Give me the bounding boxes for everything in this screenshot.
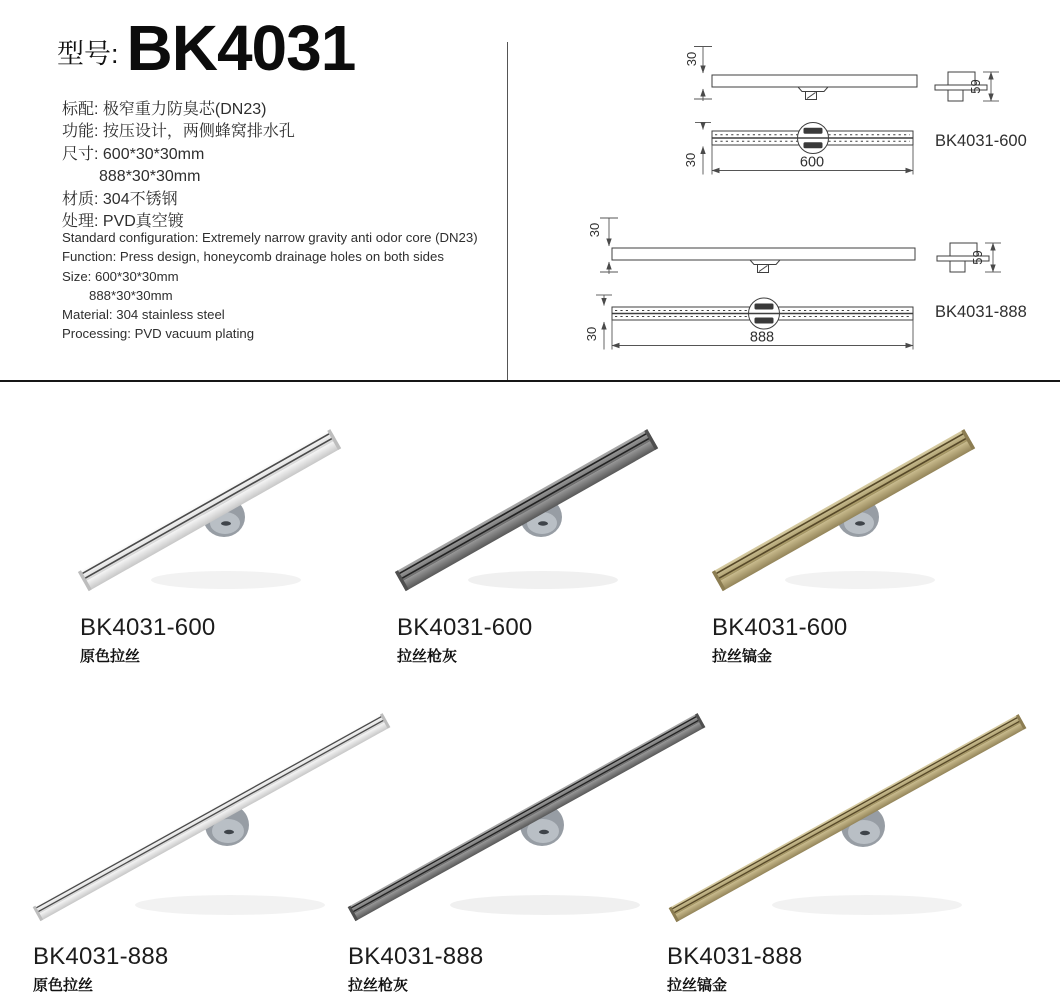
spec-line: Material: 304 stainless steel xyxy=(62,307,225,323)
spec-line: 888*30*30mm xyxy=(99,168,201,186)
dim-plan-width-888: 30 xyxy=(584,326,599,342)
product-photo xyxy=(365,418,685,613)
vertical-divider xyxy=(507,42,508,381)
model-label: 型号: xyxy=(57,39,119,69)
dim-end-height-888: 59 xyxy=(970,250,985,265)
drawing-600 xyxy=(683,47,1027,175)
spec-line: Function: Press design, honeycomb drainage holes on both sides xyxy=(62,249,444,265)
drain-bar xyxy=(712,429,975,591)
spec-line: 功能: 按压设计，两侧蜂窝排水孔 xyxy=(62,123,295,141)
product-photo xyxy=(680,418,1000,613)
product-card xyxy=(48,418,368,668)
dim-end-height-600: 59 xyxy=(968,79,983,94)
shadow xyxy=(785,571,935,589)
specs-english xyxy=(62,228,478,344)
drawing-label-600: BK4031-600 xyxy=(935,132,1027,150)
drawing-label-888: BK4031-888 xyxy=(935,303,1027,321)
product-photo xyxy=(649,705,1049,940)
dim-length-600: 600 xyxy=(799,154,825,171)
shadow xyxy=(450,895,640,915)
drain-bar xyxy=(395,429,658,591)
drain-bar xyxy=(78,429,341,591)
product-model: BK4031-600 xyxy=(397,614,533,641)
dim-length-888: 888 xyxy=(749,329,775,346)
product-finish: 拉丝镐金 xyxy=(712,648,773,665)
product-model: BK4031-600 xyxy=(712,614,848,641)
product-model: BK4031-888 xyxy=(348,943,484,970)
product-card xyxy=(680,418,1000,668)
product-model: BK4031-888 xyxy=(33,943,169,970)
spec-line: 尺寸: 600*30*30mm xyxy=(62,145,205,163)
spec-line: Processing: PVD vacuum plating xyxy=(62,326,255,342)
shadow xyxy=(468,571,618,589)
spec-line: 处理: PVD真空镀 xyxy=(62,213,184,231)
product-finish: 拉丝镐金 xyxy=(667,977,728,994)
product-finish: 原色拉丝 xyxy=(80,648,141,665)
page-title xyxy=(57,12,356,84)
product-finish: 拉丝枪灰 xyxy=(348,977,409,994)
technical-drawings xyxy=(540,28,1060,378)
product-model: BK4031-888 xyxy=(667,943,803,970)
dim-plan-width-600: 30 xyxy=(683,152,698,168)
product-finish: 拉丝枪灰 xyxy=(397,648,458,665)
spec-line: Size: 600*30*30mm xyxy=(62,268,179,284)
product-model: BK4031-600 xyxy=(80,614,216,641)
product-finish: 原色拉丝 xyxy=(33,977,94,994)
spec-line: 888*30*30mm xyxy=(89,287,173,303)
dim-side-height-888: 30 xyxy=(587,222,602,238)
shadow xyxy=(772,895,962,915)
shadow xyxy=(151,571,301,589)
product-card xyxy=(365,418,685,668)
horizontal-divider xyxy=(0,380,1060,382)
product-photo xyxy=(48,418,368,613)
product-card xyxy=(649,705,1049,998)
drawing-888 xyxy=(584,218,1027,350)
shadow xyxy=(135,895,325,915)
drain-bar xyxy=(669,714,1027,922)
spec-line: 标配: 极窄重力防臭芯(DN23) xyxy=(62,101,267,118)
spec-line: Standard configuration: Extremely narrow gravity anti odor core (DN23) xyxy=(62,230,478,245)
specs-chinese xyxy=(62,99,295,233)
spec-line: 材质: 304不锈钢 xyxy=(62,190,178,208)
dim-side-height-600: 30 xyxy=(684,51,699,67)
model-number: BK4031 xyxy=(126,12,356,84)
